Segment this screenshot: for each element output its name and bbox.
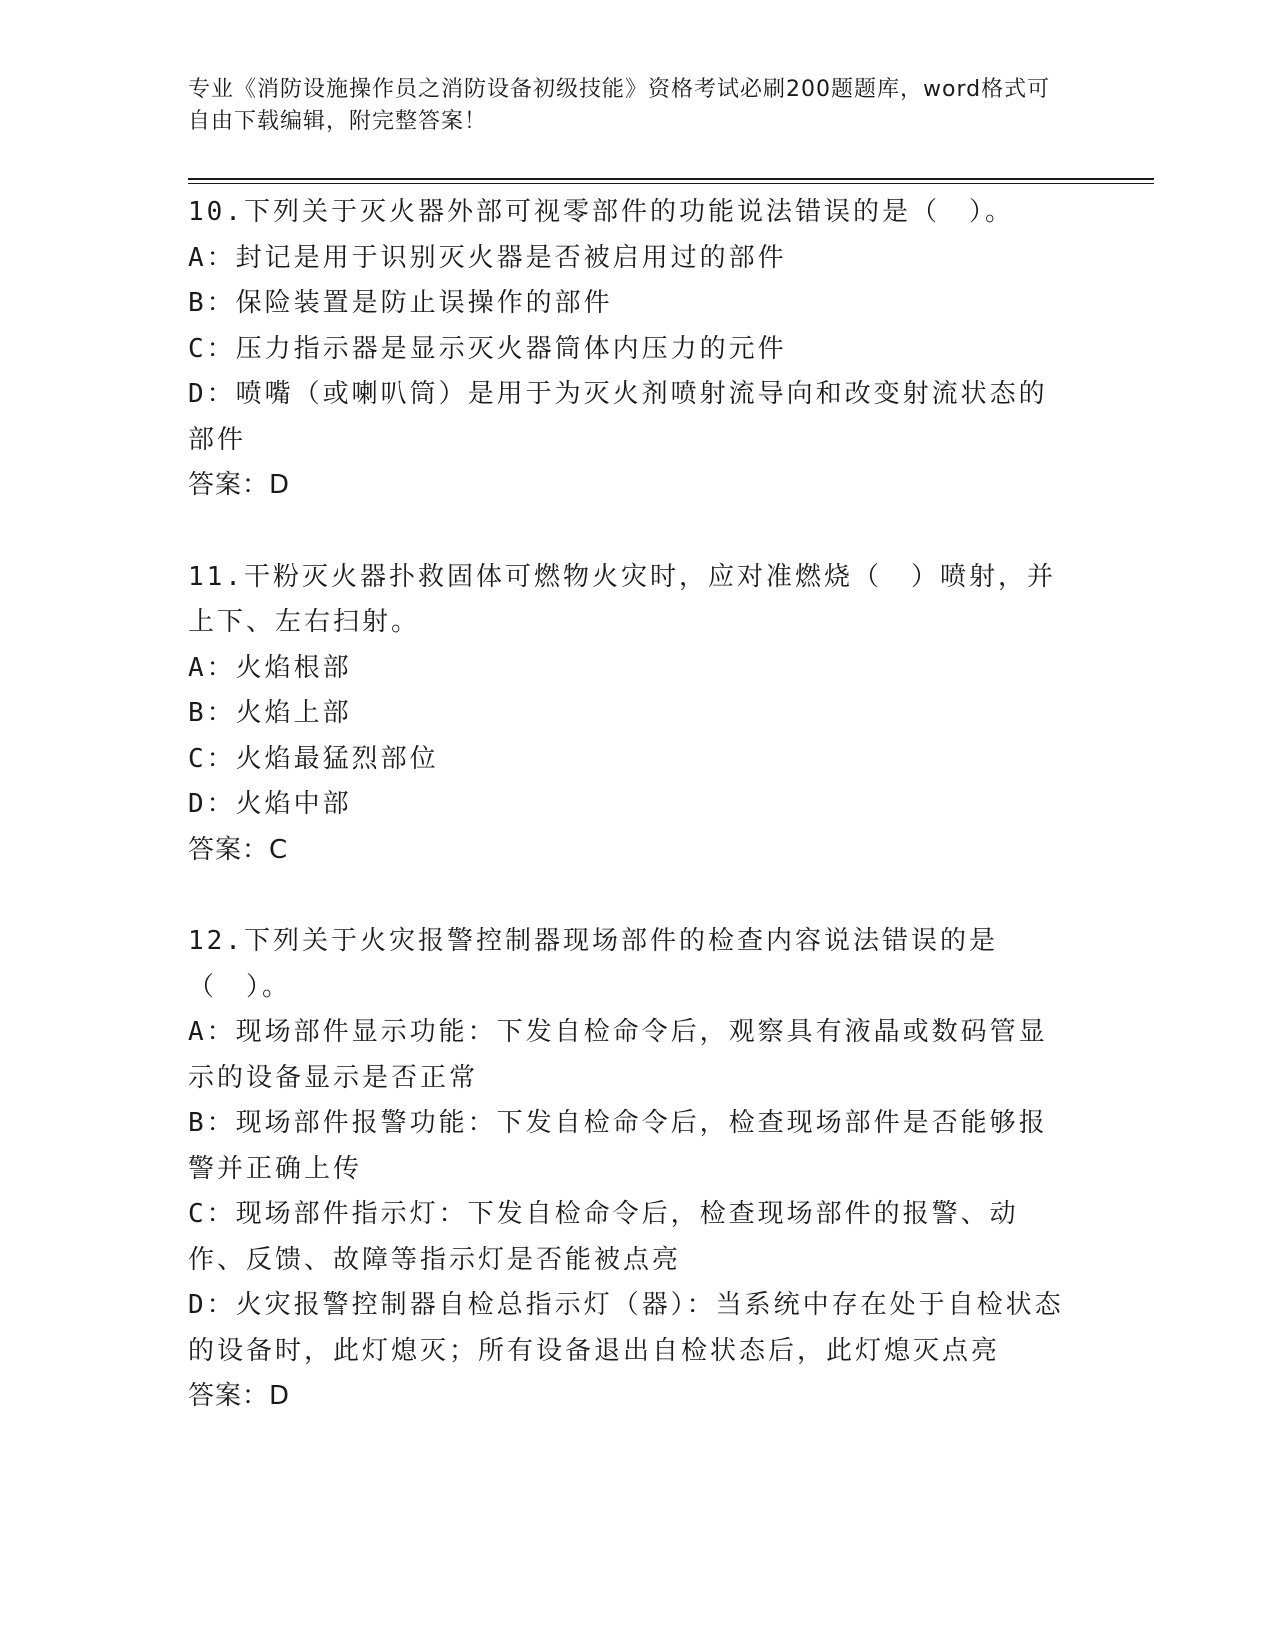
header-divider-thick [188,178,1154,180]
option-c: C：压力指示器是显示灭火器筒体内压力的元件 [188,333,787,364]
question-item [188,190,1068,509]
question-item [188,555,1068,874]
header-divider-thin [188,183,1154,184]
option-c: C：火焰最猛烈部位 [188,743,439,774]
option-c: C：现场部件指示灯：下发自检命令后，检查现场部件的报警、动作、反馈、故障等指示灯是否能被点亮 [188,1199,1019,1275]
option-d: D：喷嘴（或喇叭筒）是用于为灭火剂喷射流导向和改变射流状态的部件 [188,379,1048,455]
question-stem: 12.下列关于火灾报警控制器现场部件的检查内容说法错误的是（ ）。 [188,926,998,1002]
question-item [188,919,1068,1420]
answer-label: 答案：D [188,470,291,500]
option-a: A：火焰根部 [188,652,352,683]
question-stem: 11.干粉灭火器扑救固体可燃物火灾时，应对准燃烧（ ）喷射，并上下、左右扫射。 [188,561,1056,637]
question-spacer [188,873,1068,919]
answer-label: 答案：D [188,1381,291,1411]
document-header: 专业《消防设施操作员之消防设备初级技能》资格考试必刷200题题库，word格式可自由下载编辑，附完整答案！ [188,77,1051,134]
question-stem: 10.下列关于灭火器外部可视零部件的功能说法错误的是（ ）。 [188,197,1014,227]
option-a: A：现场部件显示功能：下发自检命令后，观察具有液晶或数码管显示的设备显示是否正常 [188,1017,1048,1093]
option-b: B：火焰上部 [188,698,352,728]
question-spacer [188,509,1068,555]
option-d: D：火灾报警控制器自检总指示灯（器）：当系统中存在处于自检状态的设备时，此灯熄灭；所有设备退出自检状态后，此灯熄灭点亮 [188,1290,1064,1366]
option-b: B：保险装置是防止误操作的部件 [188,288,613,318]
answer-label: 答案：C [188,834,289,865]
question-list [188,190,1068,1420]
option-d: D：火焰中部 [188,789,352,819]
option-b: B：现场部件报警功能：下发自检命令后，检查现场部件是否能够报警并正确上传 [188,1108,1048,1184]
option-a: A：封记是用于识别灭火器是否被启用过的部件 [188,242,787,273]
